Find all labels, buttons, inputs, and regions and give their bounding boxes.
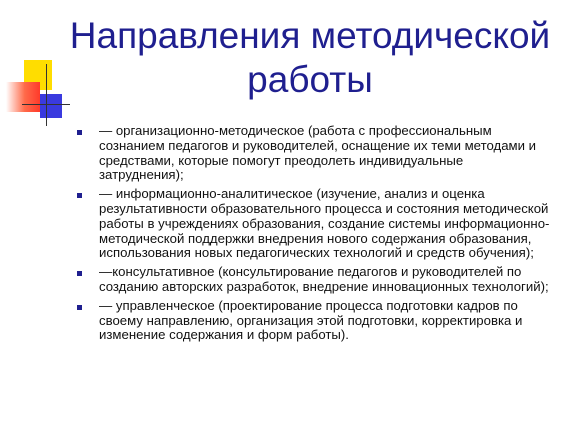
list-item [72,299,550,343]
list-item [72,187,550,261]
list-item [72,265,550,295]
bullet-icon [77,271,82,276]
list-item-text: —консультативное (консультирование педагогов и руководителей по созданию авторских разработок, внедрение инновационных технологий); [99,264,549,294]
bullet-icon [77,130,82,135]
list-item-text: — информационно-аналитическое (изучение, анализ и оценка результативности образовательного процесса и состояния методической работы в учреждениях образования, создание системы информационно-методической поддержки внедрения нового содержания образования, использования новых педагогических технологий и средств обучения); [99,186,550,261]
list-item-text: — организационно-методическое (работа с профессиональным сознанием педагогов и руководителей, оснащение их теми методами и средствами, которые помогут преодолеть индивидуальные затруднения); [99,123,537,183]
blue-square [40,94,62,118]
bullet-list [72,124,550,347]
bullet-icon [77,305,82,310]
vertical-line [46,64,47,126]
list-item [72,124,550,183]
slide-title: Направления методической работы [69,15,551,100]
list-item-text: — управленческое (проектирование процесса подготовки кадров по своему направлению, организация этой подготовки, корректировка и изменение содержания и форм работы). [99,297,523,343]
horizontal-line [22,104,70,105]
red-gradient-block [6,82,40,112]
bullet-icon [77,193,82,198]
